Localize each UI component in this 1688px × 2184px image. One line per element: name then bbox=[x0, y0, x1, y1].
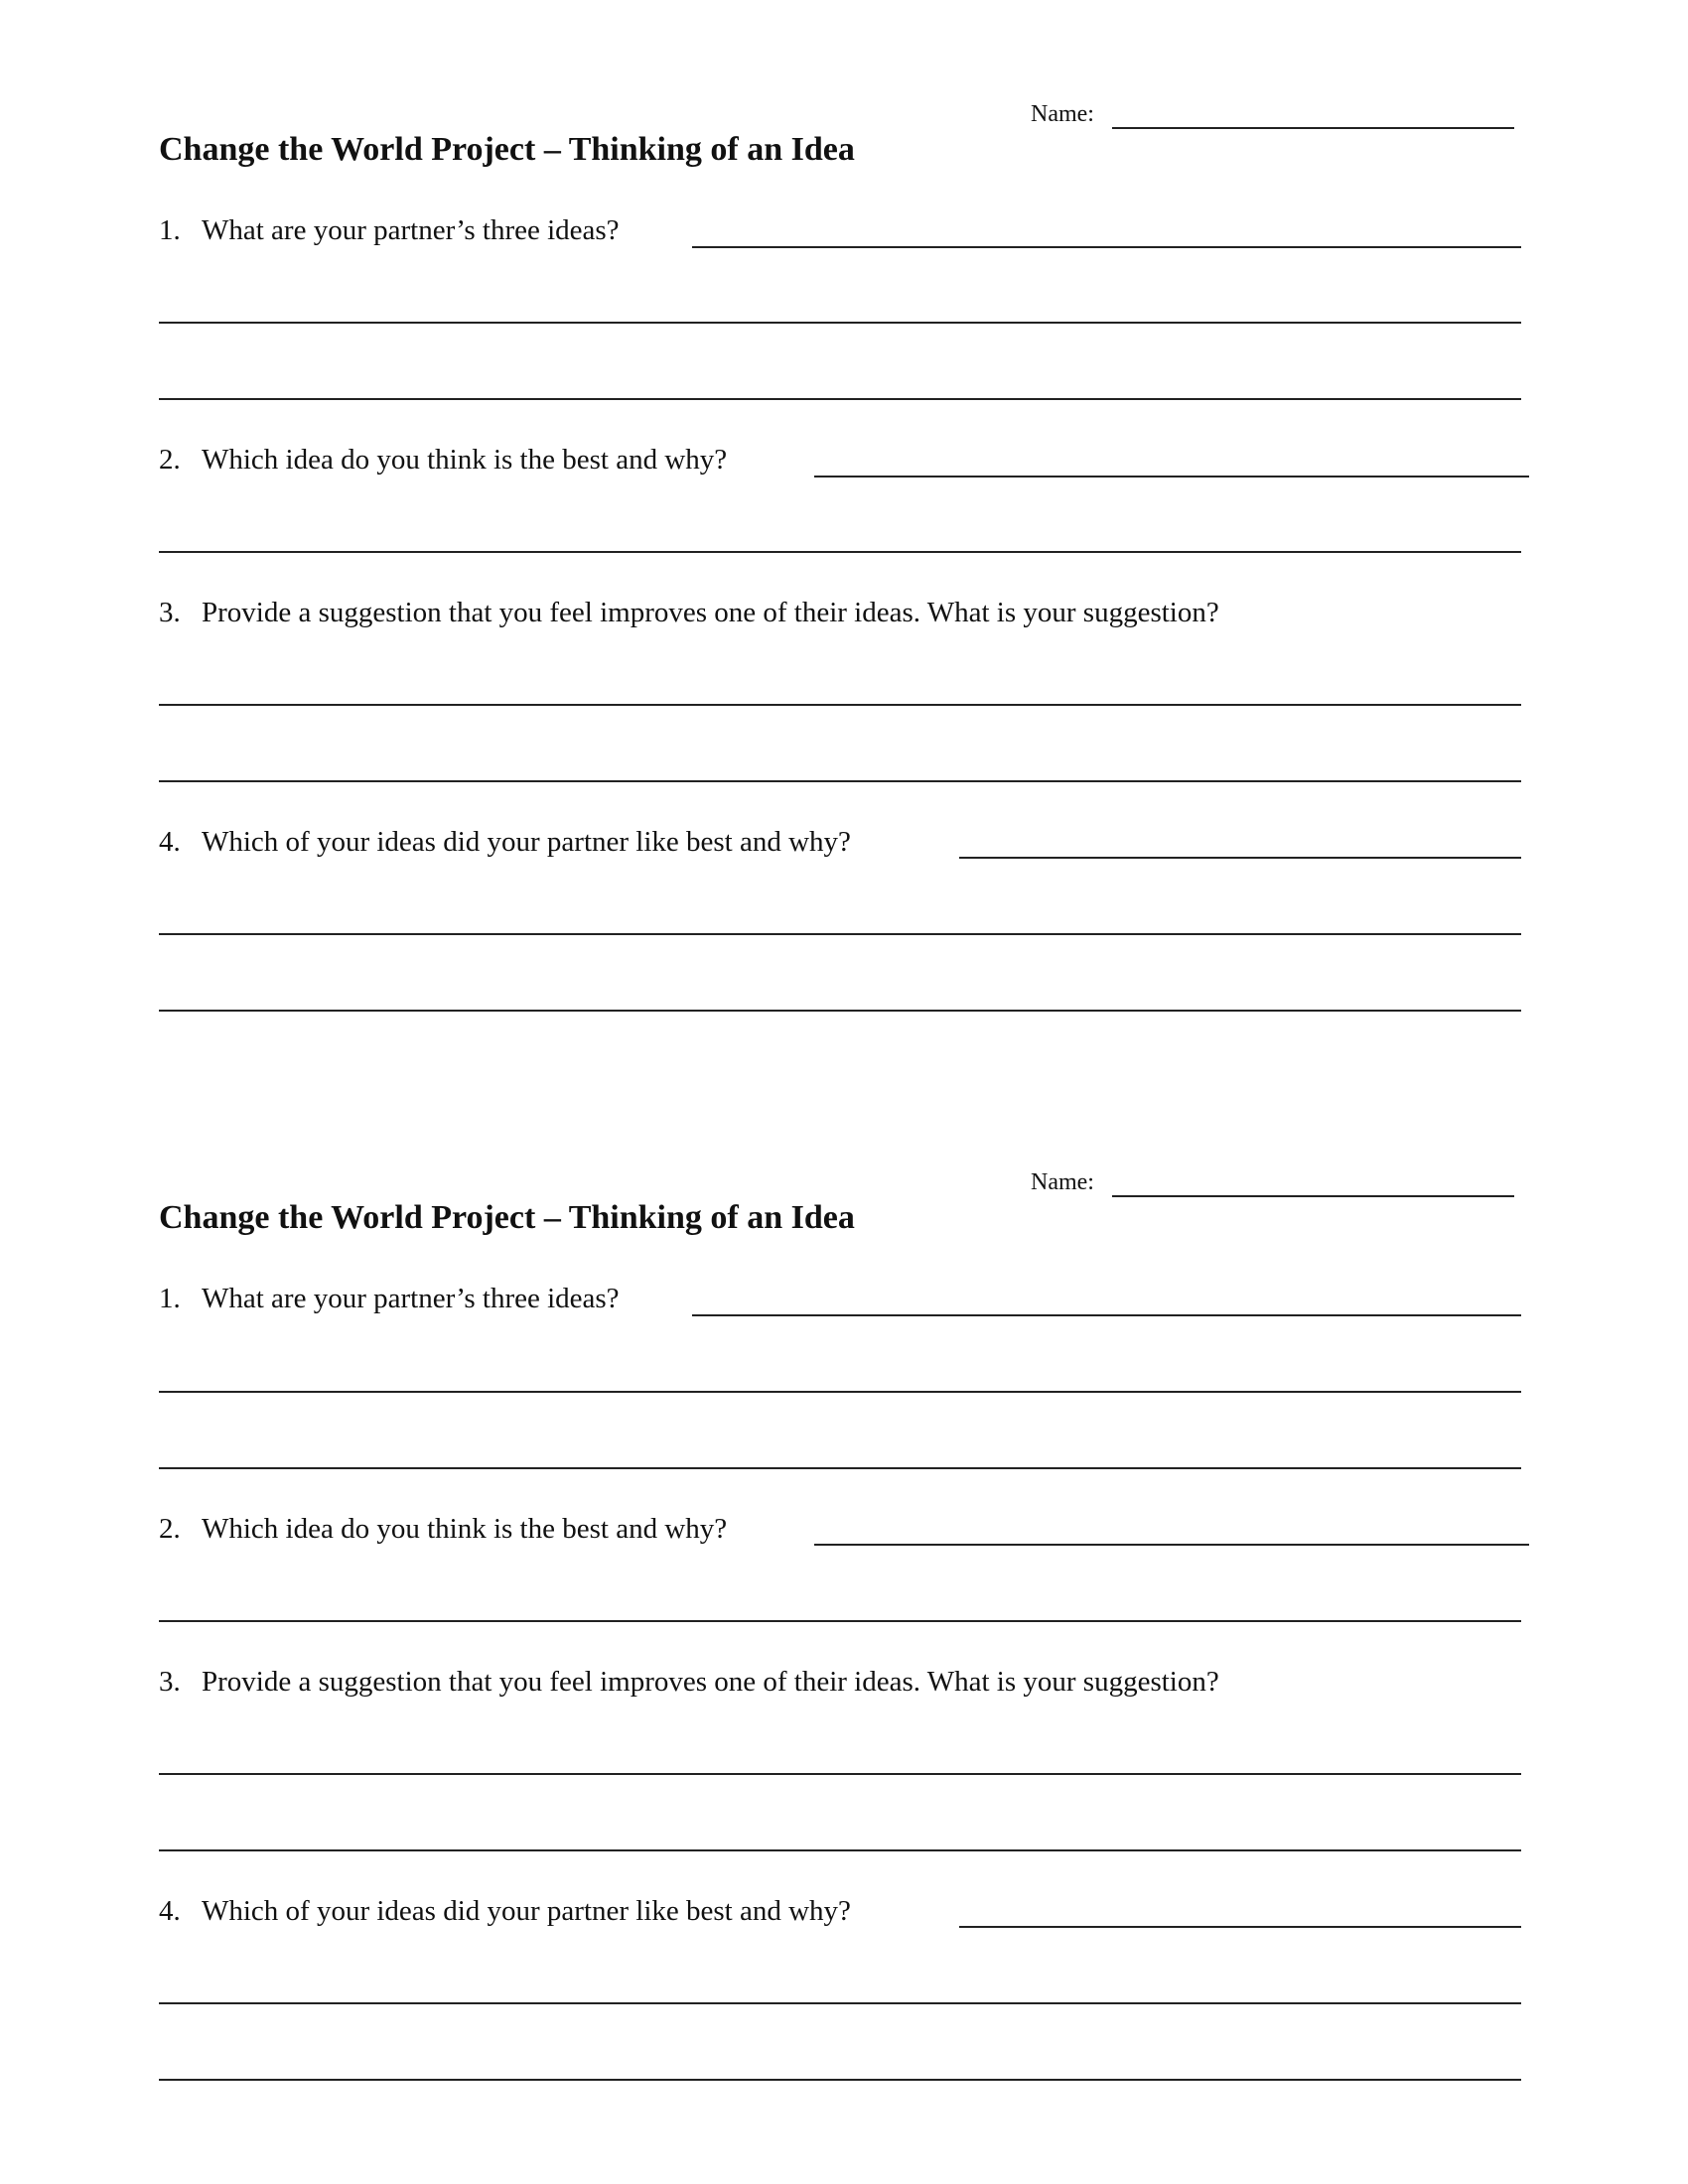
answer-line[interactable] bbox=[159, 2002, 1521, 2004]
answer-line[interactable] bbox=[159, 1849, 1521, 1851]
question-number: 2. bbox=[159, 444, 181, 476]
page-title: Change the World Project – Thinking of an Idea bbox=[159, 131, 855, 168]
question-text: Which idea do you think is the best and why? bbox=[202, 444, 728, 476]
answer-line[interactable] bbox=[814, 1544, 1529, 1546]
answer-line[interactable] bbox=[159, 322, 1521, 324]
question-number: 3. bbox=[159, 597, 181, 628]
answer-line[interactable] bbox=[159, 780, 1521, 782]
question-text: What are your partner’s three ideas? bbox=[202, 214, 620, 246]
answer-line[interactable] bbox=[814, 476, 1529, 478]
name-field[interactable] bbox=[1112, 1195, 1514, 1197]
answer-line[interactable] bbox=[159, 1773, 1521, 1775]
answer-line[interactable] bbox=[159, 1391, 1521, 1393]
question-number: 3. bbox=[159, 1666, 181, 1698]
answer-line[interactable] bbox=[159, 1010, 1521, 1012]
answer-line[interactable] bbox=[159, 2079, 1521, 2081]
question-number: 2. bbox=[159, 1513, 181, 1545]
question-text: What are your partner’s three ideas? bbox=[202, 1283, 620, 1314]
question-text: Provide a suggestion that you feel improves one of their ideas. What is your suggestion? bbox=[202, 1666, 1219, 1698]
question-number: 1. bbox=[159, 214, 181, 246]
name-label: Name: bbox=[1031, 101, 1094, 127]
page-title: Change the World Project – Thinking of an Idea bbox=[159, 1199, 855, 1236]
answer-line[interactable] bbox=[159, 704, 1521, 706]
question-text: Which idea do you think is the best and why? bbox=[202, 1513, 728, 1545]
question-number: 4. bbox=[159, 826, 181, 858]
answer-line[interactable] bbox=[692, 1314, 1521, 1316]
answer-line[interactable] bbox=[959, 1926, 1521, 1928]
question-text: Which of your ideas did your partner like best and why? bbox=[202, 826, 851, 858]
answer-line[interactable] bbox=[159, 1467, 1521, 1469]
question-text: Which of your ideas did your partner like best and why? bbox=[202, 1895, 851, 1927]
answer-line[interactable] bbox=[959, 857, 1521, 859]
answer-line[interactable] bbox=[159, 1620, 1521, 1622]
name-field[interactable] bbox=[1112, 127, 1514, 129]
question-number: 4. bbox=[159, 1895, 181, 1927]
question-number: 1. bbox=[159, 1283, 181, 1314]
answer-line[interactable] bbox=[692, 246, 1521, 248]
answer-line[interactable] bbox=[159, 551, 1521, 553]
question-text: Provide a suggestion that you feel improves one of their ideas. What is your suggestion? bbox=[202, 597, 1219, 628]
name-label: Name: bbox=[1031, 1169, 1094, 1195]
answer-line[interactable] bbox=[159, 398, 1521, 400]
answer-line[interactable] bbox=[159, 933, 1521, 935]
